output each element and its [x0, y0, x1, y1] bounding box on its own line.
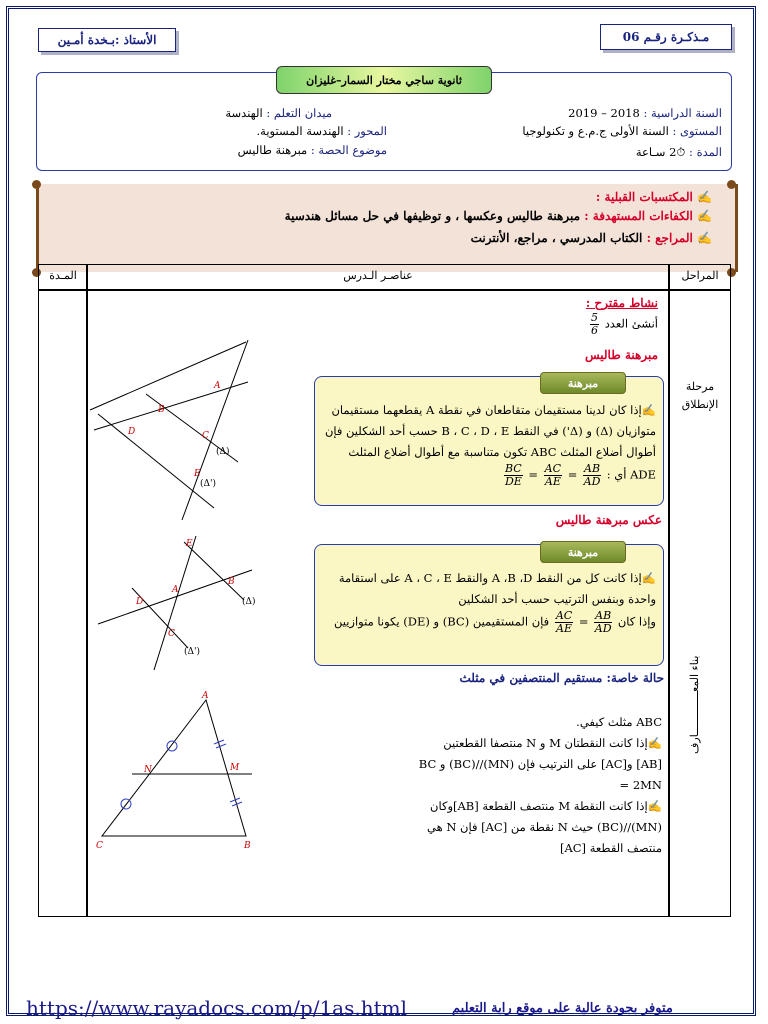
converse-statement: ✍إذا كانت كل من النقط A ،B ،D والنقط A ، C ، E على استقامة واحدة وبنفس الترتيب حسب أحد الشكلين وإذا كان $\frac{AB}{AD}$ = $\frac{AC}{AE}$ فإن المستقيمين (BC) و (DE) يكونا متوازيين	[334, 571, 656, 635]
school-name: ثانوية ساجي مختار السمار–غليزان	[306, 73, 462, 87]
label-A: A	[172, 585, 179, 595]
col-stages-header: المراحل	[681, 269, 719, 282]
special-case-text: ABC مثلث كيفي. ✍إذا كانت النقطتان M و N منتصفا القطعتين [AB] و[AC] على الترتيب فإن (MN)//(BC) و BC = 2MN ✍إذا كانت النقطة M منتصف القطعة [AB]وكان (MN)//(BC) حيث N نقطة من [AC] فإن N هي منتصف القطعة [AC]	[418, 715, 662, 855]
special-case-title: حالة خاصة: مستقيم المنتصفين في مثلث	[459, 671, 664, 685]
label-E: E	[186, 539, 193, 549]
label-delta-prime: (Δ')	[184, 647, 200, 657]
label-D: D	[136, 597, 144, 607]
pencil-icon: ✍	[647, 736, 662, 750]
scroll-knob	[32, 180, 41, 189]
footer-url[interactable]: https://www.rayadocs.com/p/1as.html	[26, 996, 407, 1020]
line-delta-prime	[98, 414, 214, 508]
pencil-icon: ✍	[697, 231, 712, 245]
pencil-icon: ✍	[647, 799, 662, 813]
line-AB	[90, 342, 246, 410]
duration-row: المدة : ⏱2 سـاعة	[635, 145, 722, 159]
activity-title: نشاط مقترح :	[585, 296, 658, 310]
fraction-5-6: $\frac{5}{6}$	[591, 311, 599, 337]
theorem-tag: مبرهنة	[540, 541, 626, 563]
memo-number: مـذكـرة رقـم 06	[622, 30, 710, 44]
references-line: ✍ المراجع : الكتاب المدرسي ، مراجع، الأنترنت	[470, 231, 712, 245]
label-A: A	[214, 381, 221, 391]
line-AD	[94, 382, 248, 430]
field-row: ميدان التعلم : الهندسة	[225, 106, 332, 120]
line-AC	[182, 340, 248, 520]
teacher-name: الأستاذ :بـخدة أمـين	[57, 33, 157, 47]
label-B: B	[244, 841, 251, 851]
axis-row: المحور : الهندسة المستوية.	[256, 124, 387, 138]
stage-build: بناء المعـــــــــــــارف	[688, 655, 701, 755]
thales-title: مبرهنة طاليس	[584, 348, 658, 362]
activity-line: أنشئ العدد $\frac{5}{6}$	[591, 311, 658, 337]
col-duration-header: المـدة	[49, 269, 77, 282]
label-delta: (Δ)	[216, 447, 230, 457]
label-B: B	[228, 577, 235, 587]
tick-mark	[167, 741, 177, 751]
thales-figure-1	[88, 330, 288, 530]
line-delta	[184, 542, 244, 600]
level-row: المستوى : السنة الأولى ج.م.ع و تكنولوجيا	[522, 124, 722, 138]
year-row: السنة الدراسية : 2018 – 2019	[568, 106, 722, 120]
label-delta: (Δ)	[242, 597, 256, 607]
label-N: N	[144, 765, 152, 775]
header-divider	[38, 289, 731, 291]
pencil-icon: ✍	[641, 571, 656, 585]
topic-row: موضوع الحصة : مبرهنة طاليس	[237, 143, 387, 157]
triangle-ABC	[102, 700, 246, 836]
converse-title: عكس مبرهنة طاليس	[555, 513, 662, 527]
label-C: C	[168, 629, 175, 639]
tick-mark	[216, 744, 226, 748]
footer-note: متوفر بجودة عالية على موقع راية التعليم	[452, 1001, 673, 1016]
midpoint-triangle-figure	[92, 688, 262, 854]
school-banner	[276, 66, 492, 94]
competencies-line: ✍ الكفاءات المستهدفة : مبرهنة طاليس وعكسها ، و توظيفها في حل مسائل هندسية	[284, 209, 712, 223]
teacher-tag	[38, 28, 176, 52]
pencil-icon: ✍	[641, 403, 656, 417]
scroll-knob	[727, 180, 736, 189]
label-M: M	[230, 763, 240, 773]
label-E: E	[194, 469, 201, 479]
label-A: A	[202, 691, 209, 701]
column-divider	[668, 264, 670, 917]
label-delta-prime: (Δ')	[200, 479, 216, 489]
pencil-icon: ✍	[697, 209, 712, 223]
acquired-line: ✍ المكتسبات القبلية :	[595, 190, 712, 204]
clock-icon: ⏱	[676, 145, 686, 159]
memo-tag	[600, 24, 732, 50]
thales-figure-2	[92, 530, 272, 680]
label-D: D	[128, 427, 136, 437]
pencil-icon: ✍	[697, 190, 712, 204]
thales-statement: ✍إذا كان لدينا مستقيمان متقاطعان في نقطة A يقطعهما مستقيمان متوازيان (Δ) و (Δ') في النقط B ، C ، D ، E حسب أحد الشكلين فإن أطوال أضلاع المثلث ABC تكون متناسبة مع أطوال أضلاع المثلث ADE أي : $\frac{AB}{AD}$ = $\frac{AC}{AE}$ = $\frac{BC}{DE}$	[324, 403, 656, 488]
theorem-tag: مبرهنة	[540, 372, 626, 394]
label-B: B	[158, 405, 165, 415]
label-C: C	[96, 841, 103, 851]
col-elements-header: عناصـر الـدرس	[343, 269, 413, 282]
label-C: C	[202, 431, 209, 441]
stage-start: مرحلة الإنطلاق	[681, 380, 719, 411]
